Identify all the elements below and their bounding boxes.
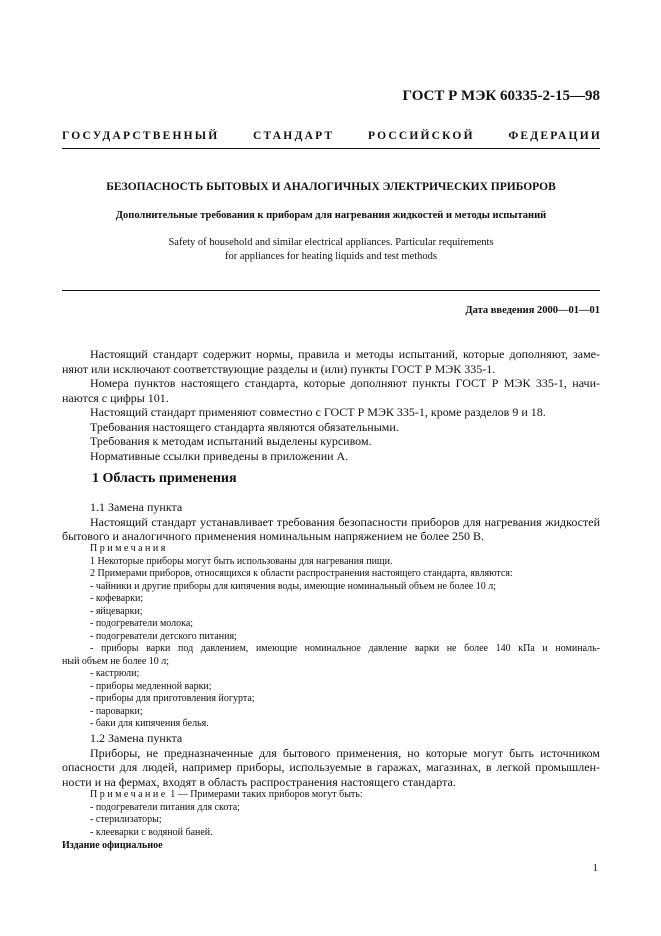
standard-type-line bbox=[62, 130, 602, 142]
clause-text-line: опасности для людей, например приборы, используемые в гаражах, магазинах, в легкой промышлен- bbox=[62, 760, 600, 774]
list-item: - стерилизаторы; bbox=[90, 814, 162, 825]
standard-word: РОССИЙСКОЙ bbox=[367, 130, 475, 142]
title-divider bbox=[62, 290, 600, 291]
document-subtitle: Дополнительные требования к приборам для нагревания жидкостей и методы испытаний bbox=[115, 210, 547, 221]
note-text: 1 Некоторые приборы могут быть использованы для нагревания пищи. bbox=[90, 555, 393, 567]
list-item: - баки для кипячения белья. bbox=[90, 718, 209, 729]
list-item: - чайники и другие приборы для кипячения воды, имеющие номинальный объем не более 10 л; bbox=[90, 580, 496, 592]
list-item: - клееварки с водяной баней. bbox=[90, 826, 213, 838]
list-item: - яйцеварки; bbox=[90, 605, 143, 617]
clause-text-line: ности и на фермах, входят в область распространения настоящего стандарта. bbox=[62, 774, 456, 789]
list-item: - подогреватели молока; bbox=[90, 618, 194, 629]
document-title: БЕЗОПАСНОСТЬ БЫТОВЫХ И АНАЛОГИЧНЫХ ЭЛЕКТРИЧЕСКИХ ПРИБОРОВ bbox=[106, 181, 556, 193]
list-item: - кастрюли; bbox=[90, 668, 140, 679]
section-heading: 1 Область применения bbox=[92, 471, 237, 486]
list-item: - кофеварки; bbox=[90, 593, 144, 604]
clause-title: 1.2 Замена пункта bbox=[90, 731, 183, 745]
list-item: - приборы варки под давлением, имеющие номинальное давление варки не более 140 кПа и номиналь- bbox=[90, 643, 600, 654]
notes-label: Примечания bbox=[90, 543, 168, 554]
intro-paragraph: Требования настоящего стандарта являются обязательными. bbox=[90, 419, 399, 434]
list-item: - пароварки; bbox=[90, 705, 143, 717]
intro-paragraph-line: наются с цифры 101. bbox=[62, 390, 169, 405]
list-item: - подогреватели питания для скота; bbox=[90, 801, 240, 813]
clause-text-line: Приборы, не предназначенные для бытового применения, но которые могут быть источником bbox=[90, 745, 600, 760]
intro-paragraph-line: Настоящий стандарт содержит нормы, правила и методы испытаний, которые дополняют, заме- bbox=[90, 347, 600, 361]
note-label: Примечание bbox=[90, 789, 168, 800]
list-item-continuation: ный объем не более 10 л; bbox=[62, 655, 170, 667]
intro-paragraph: Настоящий стандарт применяют совместно с ГОСТ Р МЭК 335-1, кроме разделов 9 и 18. bbox=[90, 405, 546, 419]
english-title-line: for appliances for heating liquids and test methods bbox=[225, 250, 437, 262]
standard-code: ГОСТ Р МЭК 60335-2-15—98 bbox=[402, 88, 600, 104]
intro-paragraph: Требования к методам испытаний выделены курсивом. bbox=[90, 434, 372, 448]
list-item: - приборы медленной варки; bbox=[90, 680, 212, 692]
effective-date: Дата введения 2000—01—01 bbox=[465, 305, 600, 316]
list-item: - подогреватели детского питания; bbox=[90, 630, 237, 642]
note-text: 2 Примерами приборов, относящихся к области распространения настоящего стандарта, являются: bbox=[90, 568, 513, 579]
english-title-line: Safety of household and similar electrical appliances. Particular requirements bbox=[168, 237, 494, 248]
top-divider bbox=[62, 148, 600, 149]
standard-word: СТАНДАРТ bbox=[253, 130, 335, 142]
note-text: 1 — Примерами таких приборов могут быть: bbox=[167, 789, 363, 800]
intro-paragraph: Нормативные ссылки приведены в приложении А. bbox=[90, 448, 349, 463]
intro-paragraph-line: няют или исключают соответствующие разделы и (или) пункты ГОСТ Р МЭК 335-1. bbox=[62, 361, 496, 376]
standard-word: ГОСУДАРСТВЕННЫЙ bbox=[62, 130, 220, 142]
page-number: 1 bbox=[592, 862, 598, 874]
note-line bbox=[62, 789, 600, 802]
clause-title: 1.1 Замена пункта bbox=[90, 500, 183, 514]
intro-paragraph-line: Номера пунктов настоящего стандарта, которые дополняют пункты ГОСТ Р МЭК 335-1, начи- bbox=[90, 376, 600, 390]
clause-text-line: Настоящий стандарт устанавливает требования безопасности приборов для нагревания жидкостей bbox=[90, 514, 600, 529]
clause-text-line: бытового и аналогичного применения номинальным напряжением не более 250 В. bbox=[62, 529, 485, 543]
standard-word: ФЕДЕРАЦИИ bbox=[508, 130, 602, 142]
list-item: - приборы для приготовления йогурта; bbox=[90, 693, 255, 704]
official-edition-label: Издание официальное bbox=[62, 840, 163, 851]
